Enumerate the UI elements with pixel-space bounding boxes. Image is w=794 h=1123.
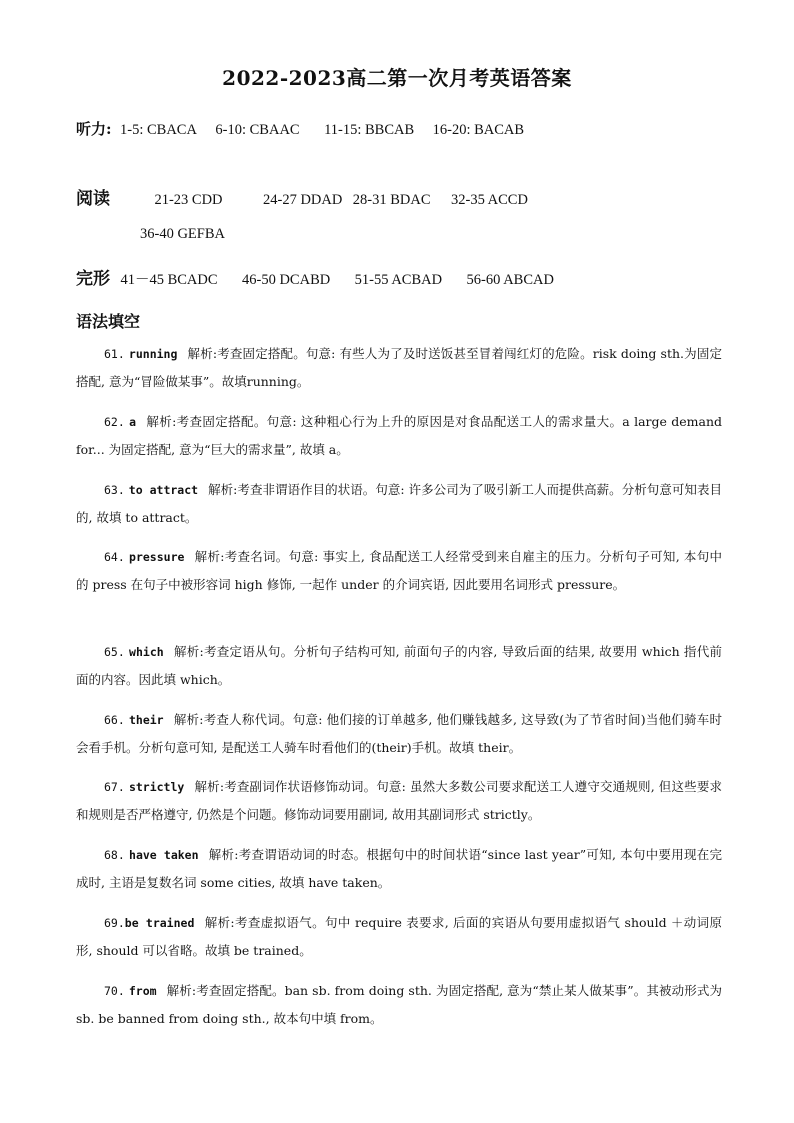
item-answer: running xyxy=(128,347,178,361)
item-number: 70. xyxy=(104,984,125,998)
grammar-item-62 xyxy=(76,408,722,463)
item-number: 63. xyxy=(104,483,125,497)
item-number: 69. xyxy=(104,916,125,930)
item-explanation: 解析:考查固定搭配。ban sb. from doing sth. 为固定搭配, 意为“禁止某人做某事”。其被动形式为 sb. be banned from doing sth., 故本句中填 from。 xyxy=(76,983,722,1026)
cloze-answer: 51-55 ACBAD xyxy=(354,272,443,288)
item-explanation: 解析:考查固定搭配。句意: 有些人为了及时送饭甚至冒着闯红灯的危险。risk doing sth.为固定搭配, 意为“冒险做某事”。故填running。 xyxy=(76,346,722,389)
item-answer: a xyxy=(129,415,137,429)
item-explanation: 解析:考查定语从句。分析句子结构可知, 前面句子的内容, 导致后面的结果, 故要用 which 指代前面的内容。因此填 which。 xyxy=(76,644,722,687)
reading-answer: 24-27 DDAD xyxy=(262,192,343,208)
listening-answer: 16-20: BACAB xyxy=(432,122,525,138)
page-title: 2022-2023高二第一次月考英语答案 xyxy=(222,66,572,90)
grammar-item-69 xyxy=(76,909,722,964)
reading-answer: 32-35 ACCD xyxy=(450,192,528,208)
listening-answer: 1-5: CBACA xyxy=(120,122,197,138)
item-explanation: 解析:考查谓语动词的时态。根据句中的时间状语“since last year”可知, 本句中要用现在完成时, 主语是复数名词 some cities, 故填 have taken。 xyxy=(76,847,722,890)
cloze-answer: 56-60 ABCAD xyxy=(466,272,554,288)
grammar-item-70 xyxy=(76,977,722,1032)
item-explanation: 解析:考查虚拟语气。句中 require 表要求, 后面的宾语从句要用虚拟语气 should ＋动词原形, should 可以省略。故填 be trained。 xyxy=(76,915,722,958)
item-answer: their xyxy=(128,713,164,727)
item-explanation: 解析:考查副词作状语修饰动词。句意: 虽然大多数公司要求配送工人遵守交通规则, 但这些要求和规则是否严格遵守, 仍然是个问题。修饰动词要用副词, 故用其副词形式 strictly。 xyxy=(76,779,722,822)
item-number: 67. xyxy=(104,780,125,794)
grammar-item-61 xyxy=(76,340,722,395)
grammar-item-63 xyxy=(76,476,722,531)
reading-answer: 28-31 BDAC xyxy=(352,192,431,208)
listening-answer: 6-10: CBAAC xyxy=(215,122,300,138)
item-explanation: 解析:考查名词。句意: 事实上, 食品配送工人经常受到来自雇主的压力。分析句子可知, 本句中的 press 在句子中被形容词 high 修饰, 一起作 under 的介词宾语, 因此要用名词形式 pressure。 xyxy=(76,549,722,592)
item-answer: to attract xyxy=(128,483,199,497)
item-number: 66. xyxy=(104,713,125,727)
grammar-item-67 xyxy=(76,773,722,828)
item-answer: which xyxy=(129,645,164,659)
item-number: 68. xyxy=(104,848,125,862)
reading-row-2 xyxy=(140,226,239,243)
grammar-item-65 xyxy=(76,638,722,693)
item-number: 65. xyxy=(104,645,125,659)
cloze-label: 完形 xyxy=(76,269,110,289)
grammar-item-68 xyxy=(76,841,722,896)
reading-row xyxy=(76,184,542,209)
item-number: 64. xyxy=(104,550,125,564)
item-explanation: 解析:考查非谓语作目的状语。句意: 许多公司为了吸引新工人而提供高薪。分析句意可知表目的, 故填 to attract。 xyxy=(76,482,722,525)
item-answer: have taken xyxy=(129,848,199,862)
cloze-answer: 41－45 BCADC xyxy=(120,272,218,288)
listening-answer: 11-15: BBCAB xyxy=(324,122,415,138)
item-answer: from xyxy=(128,984,157,998)
listening-label: 听力: xyxy=(76,120,112,138)
grammar-section-title: 语法填空 xyxy=(76,312,141,331)
item-explanation: 解析:考查固定搭配。句意: 这种粗心行为上升的原因是对食品配送工人的需求量大。a large demand for... 为固定搭配, 意为“巨大的需求量”, 故填 a。 xyxy=(76,414,722,457)
item-answer: pressure xyxy=(129,550,185,564)
item-number: 62. xyxy=(104,415,125,429)
reading-answer: 21-23 CDD xyxy=(154,192,223,208)
listening-row xyxy=(76,118,538,139)
item-number: 61. xyxy=(104,347,125,361)
grammar-item-66 xyxy=(76,706,722,761)
grammar-item-64 xyxy=(76,543,722,598)
reading-answer: 36-40 GEFBA xyxy=(140,226,225,242)
item-answer: strictly xyxy=(128,780,185,794)
cloze-answer: 46-50 DCABD xyxy=(242,272,331,288)
cloze-row xyxy=(76,264,568,289)
item-answer: be trained xyxy=(124,916,195,930)
reading-label: 阅读 xyxy=(76,189,110,209)
item-explanation: 解析:考查人称代词。句意: 他们接的订单越多, 他们赚钱越多, 这导致(为了节省时间)当他们骑车时会看手机。分析句意可知, 是配送工人骑车时看他们的(their)手机。故填 their。 xyxy=(76,712,722,755)
